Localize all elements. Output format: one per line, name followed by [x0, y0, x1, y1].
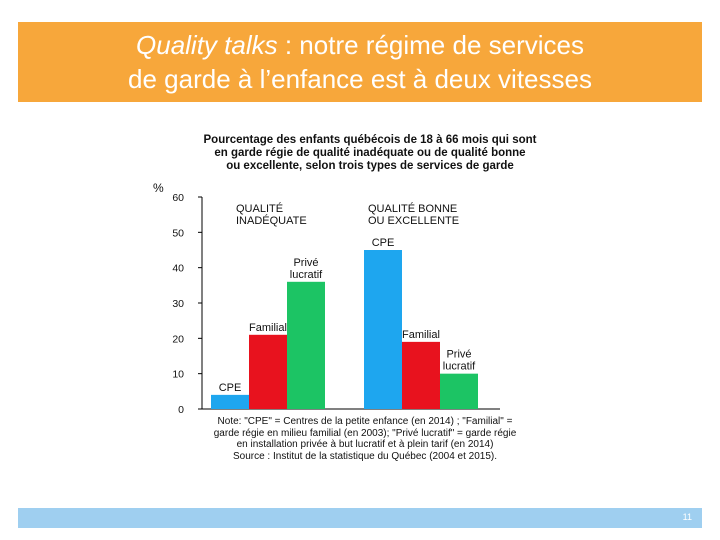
bar — [364, 250, 402, 409]
group-label: OU EXCELLENTE — [368, 215, 460, 227]
y-tick-label: 0 — [178, 404, 184, 416]
y-tick-label: 60 — [172, 192, 184, 204]
footer-bar — [18, 508, 702, 528]
note-line: Note: "CPE" = Centres de la petite enfance (en 2014) ; "Familial" = — [217, 416, 513, 427]
note-line: garde régie en milieu familial (en 2003); "Privé lucratif" = garde régie — [213, 427, 517, 439]
bar-label: Privé — [446, 348, 472, 361]
y-tick-label: 20 — [172, 333, 184, 346]
bar-label: Privé — [293, 256, 319, 269]
bar — [287, 282, 325, 409]
bar — [440, 374, 478, 409]
group-label: QUALITÉ — [236, 203, 284, 215]
bar-label: Familial — [402, 328, 440, 341]
y-tick-label: 40 — [172, 262, 184, 275]
bar — [402, 342, 440, 409]
slide-title-rest: : notre régime de services — [277, 30, 584, 60]
group-label: INADÉQUATE — [236, 215, 307, 227]
y-axis-label: % — [153, 181, 164, 195]
bar-label: CPE — [218, 381, 242, 394]
chart-title-line: ou excellente, selon trois types de services de garde — [226, 160, 514, 172]
note-line: en installation privée à but lucratif et à plein tarif (en 2014) — [236, 439, 494, 450]
bar — [211, 395, 249, 409]
chart-title-line: en garde régie de qualité inadéquate ou de qualité bonne — [214, 147, 526, 159]
group-label: QUALITÉ BONNE — [368, 203, 458, 215]
chart-title-line: Pourcentage des enfants québécois de 18 à 66 mois qui sont — [203, 134, 537, 146]
slide-title-line-2: de garde à l’enfance est à deux vitesses — [128, 64, 592, 94]
bar-label: CPE — [371, 237, 395, 249]
y-tick-label: 10 — [172, 368, 184, 381]
note-line: Source : Institut de la statistique du Québec (2004 et 2015). — [232, 450, 498, 462]
bar-label: Familial — [249, 321, 287, 334]
page-number: 11 — [682, 512, 692, 522]
bar-label: lucratif — [442, 360, 476, 373]
chart-note — [165, 416, 565, 462]
y-tick-label: 30 — [172, 298, 184, 310]
slide-title-italic: Quality talks — [136, 30, 278, 60]
bar-label: lucratif — [289, 268, 323, 281]
y-tick-label: 50 — [172, 227, 184, 240]
bar — [249, 335, 287, 409]
